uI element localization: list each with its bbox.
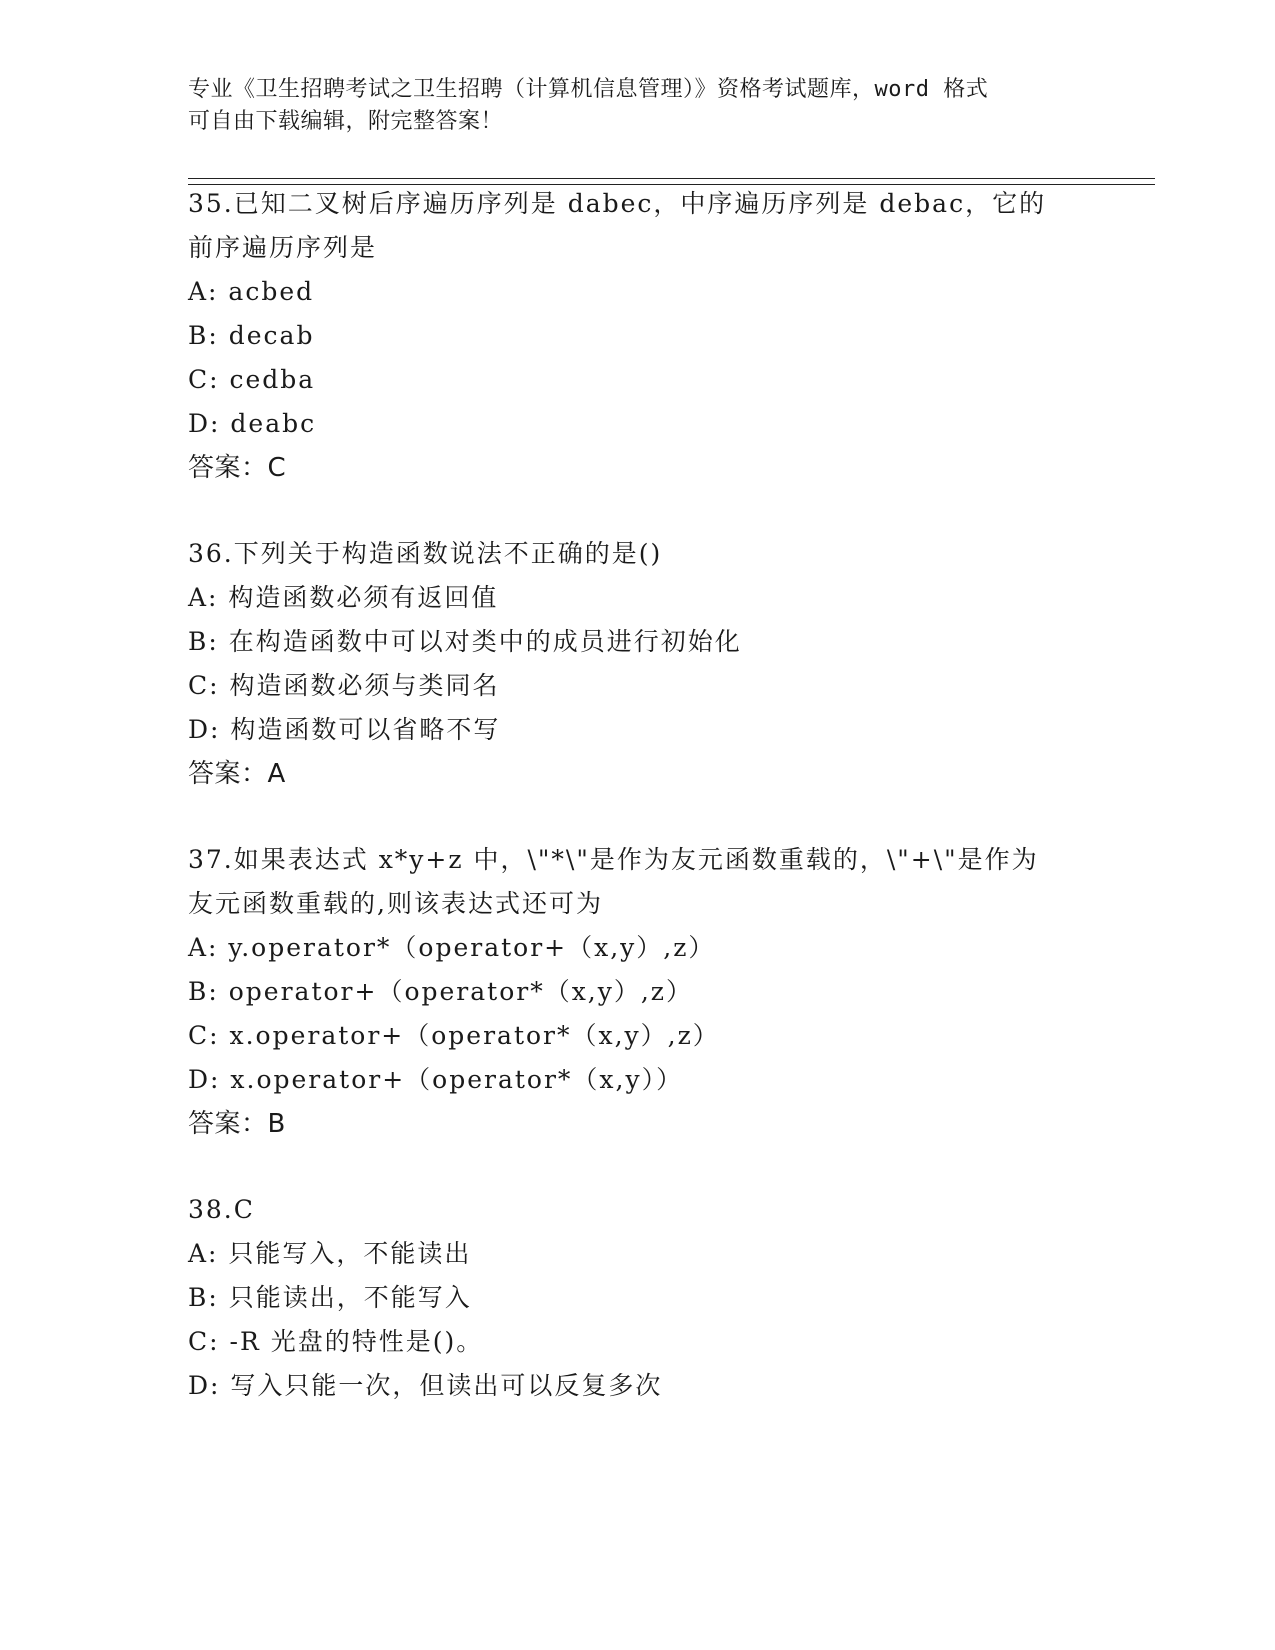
document-header: [188, 74, 1088, 138]
question-36-option-a: A: 构造函数必须有返回值: [188, 583, 499, 612]
question-37-answer: 答案：B: [188, 1109, 286, 1139]
question-36-option-d: D: 构造函数可以省略不写: [188, 715, 501, 744]
question-35-stem-line-2: 前序遍历序列是: [188, 233, 378, 262]
question-37-option-a: A: y.operator*（operator+（x,y）,z）: [188, 933, 716, 962]
header-divider-top: [188, 178, 1155, 179]
question-35-option-d: D: deabc: [188, 409, 317, 438]
question-35-option-b: B: decab: [188, 321, 315, 350]
question-37-option-b: B: operator+（operator*（x,y）,z）: [188, 977, 693, 1006]
question-37-option-d: D: x.operator+（operator*（x,y））: [188, 1065, 684, 1094]
header-line-1: 专业《卫生招聘考试之卫生招聘（计算机信息管理）》资格考试题库，word 格式: [188, 77, 989, 102]
question-38-option-b: B: 只能读出，不能写入: [188, 1283, 472, 1312]
header-divider-bottom: [188, 184, 1155, 185]
question-38-option-d: D: 写入只能一次，但读出可以反复多次: [188, 1371, 663, 1400]
header-line-2: 可自由下载编辑，附完整答案！: [188, 109, 504, 134]
question-36-answer: 答案：A: [188, 759, 286, 789]
question-37-stem-line-1: 37.如果表达式 x*y+z 中，\"*\"是作为友元函数重载的，\"+\"是作为: [188, 845, 1039, 874]
question-38-stem-line-1: 38.C: [188, 1195, 255, 1224]
question-36-stem-line-1: 36.下列关于构造函数说法不正确的是(): [188, 539, 663, 568]
question-35-option-c: C: cedba: [188, 365, 316, 394]
question-36-option-b: B: 在构造函数中可以对类中的成员进行初始化: [188, 627, 742, 656]
question-35-option-a: A: acbed: [188, 277, 315, 306]
question-37-option-c: C: x.operator+（operator*（x,y）,z）: [188, 1021, 720, 1050]
question-35-stem-line-1: 35.已知二叉树后序遍历序列是 dabec，中序遍历序列是 debac，它的: [188, 189, 1047, 218]
question-36-option-c: C: 构造函数必须与类同名: [188, 671, 500, 700]
question-38-option-c: C: -R 光盘的特性是()。: [188, 1327, 484, 1356]
question-37-stem-line-2: 友元函数重载的,则该表达式还可为: [188, 889, 603, 918]
question-35-answer: 答案：C: [188, 453, 287, 483]
question-38-option-a: A: 只能写入，不能读出: [188, 1239, 472, 1268]
